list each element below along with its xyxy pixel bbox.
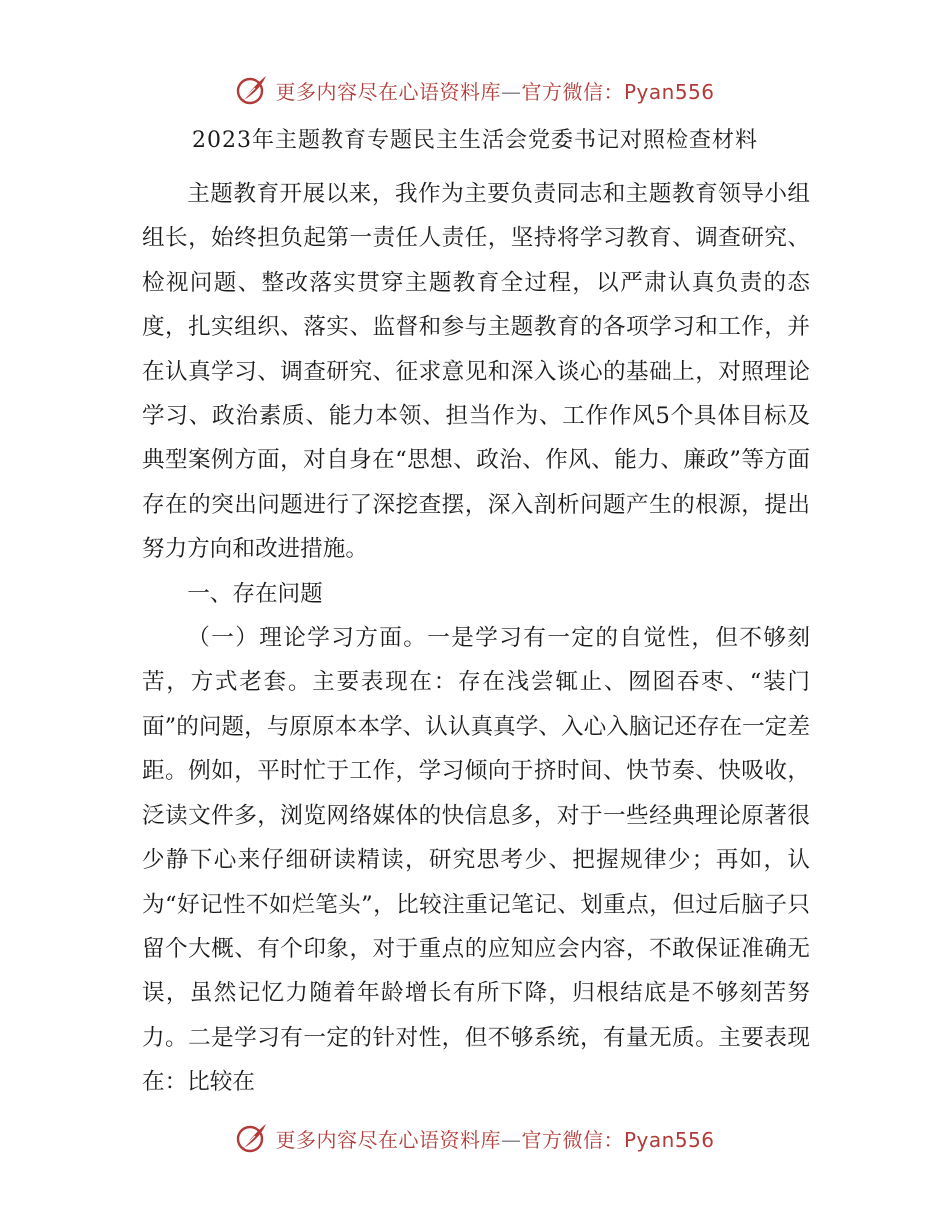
feather-pen-logo-icon bbox=[235, 1121, 269, 1155]
paragraph-theory-study: （一）理论学习方面。一是学习有一定的自觉性，但不够刻苦，方式老套。主要表现在：存在浅尝辄止、囫囵吞枣、“装门面”的问题，与原原本本学、认认真真学、入心入脑记还存在一定差距。例如，平时忙于工作，学习倾向于挤时间、快节奏、快吸收，泛读文件多，浏览网络媒体的快信息多，对于一些经典理论原著很少静下心来仔细研读精读，研究思考少、把握规律少；再如，认为“好记性不如烂笔头”，比较注重记笔记、划重点，但过后脑子只留个大概、有个印象，对于重点的应知应会内容，不敢保证准确无误，虽然记忆力随着年龄增长有所下降，归根结底是不够刻苦努力。二是学习有一定的针对性，但不够系统，有量无质。主要表现在：比较在 bbox=[142, 625, 810, 1096]
banner-wechat-label: 官方微信： bbox=[521, 1127, 624, 1152]
banner-wechat-label: 官方微信： bbox=[521, 79, 624, 104]
document-title: 2023年主题教育专题民主生活会党委书记对照检查材料 bbox=[192, 128, 758, 153]
paragraph-intro: 主题教育开展以来，我作为主要负责同志和主题教育领导小组组长，始终担负起第一责任人责任，坚持将学习教育、调查研究、检视问题、整改落实贯穿主题教育全过程，以严肃认真负责的态度，扎实组织、落实、监督和参与主题教育的各项学习和工作，并在认真学习、调查研究、征求意见和深入谈心的基础上，对照理论学习、政治素质、能力本领、担当作为、工作作风5个具体目标及典型案例方面，对自身在“思想、政治、作风、能力、廉政”等方面存在的突出问题进行了深挖查摆，深入剖析问题产生的根源，提出努力方向和改进措施。 bbox=[142, 181, 810, 563]
header-banner bbox=[0, 70, 950, 110]
section-heading: 一、存在问题 bbox=[187, 580, 323, 607]
banner-separator: — bbox=[500, 79, 522, 104]
banner-text bbox=[275, 76, 714, 105]
feather-pen-logo-icon bbox=[235, 73, 269, 107]
banner-main-text: 更多内容尽在心语资料库 bbox=[275, 79, 501, 104]
banner-text bbox=[275, 1124, 714, 1153]
banner-wechat-id: Pyan556 bbox=[623, 1127, 715, 1152]
document-body bbox=[142, 172, 810, 1105]
banner-wechat-id: Pyan556 bbox=[623, 79, 715, 104]
banner-separator: — bbox=[500, 1127, 522, 1152]
footer-banner bbox=[0, 1118, 950, 1158]
banner-main-text: 更多内容尽在心语资料库 bbox=[275, 1127, 501, 1152]
